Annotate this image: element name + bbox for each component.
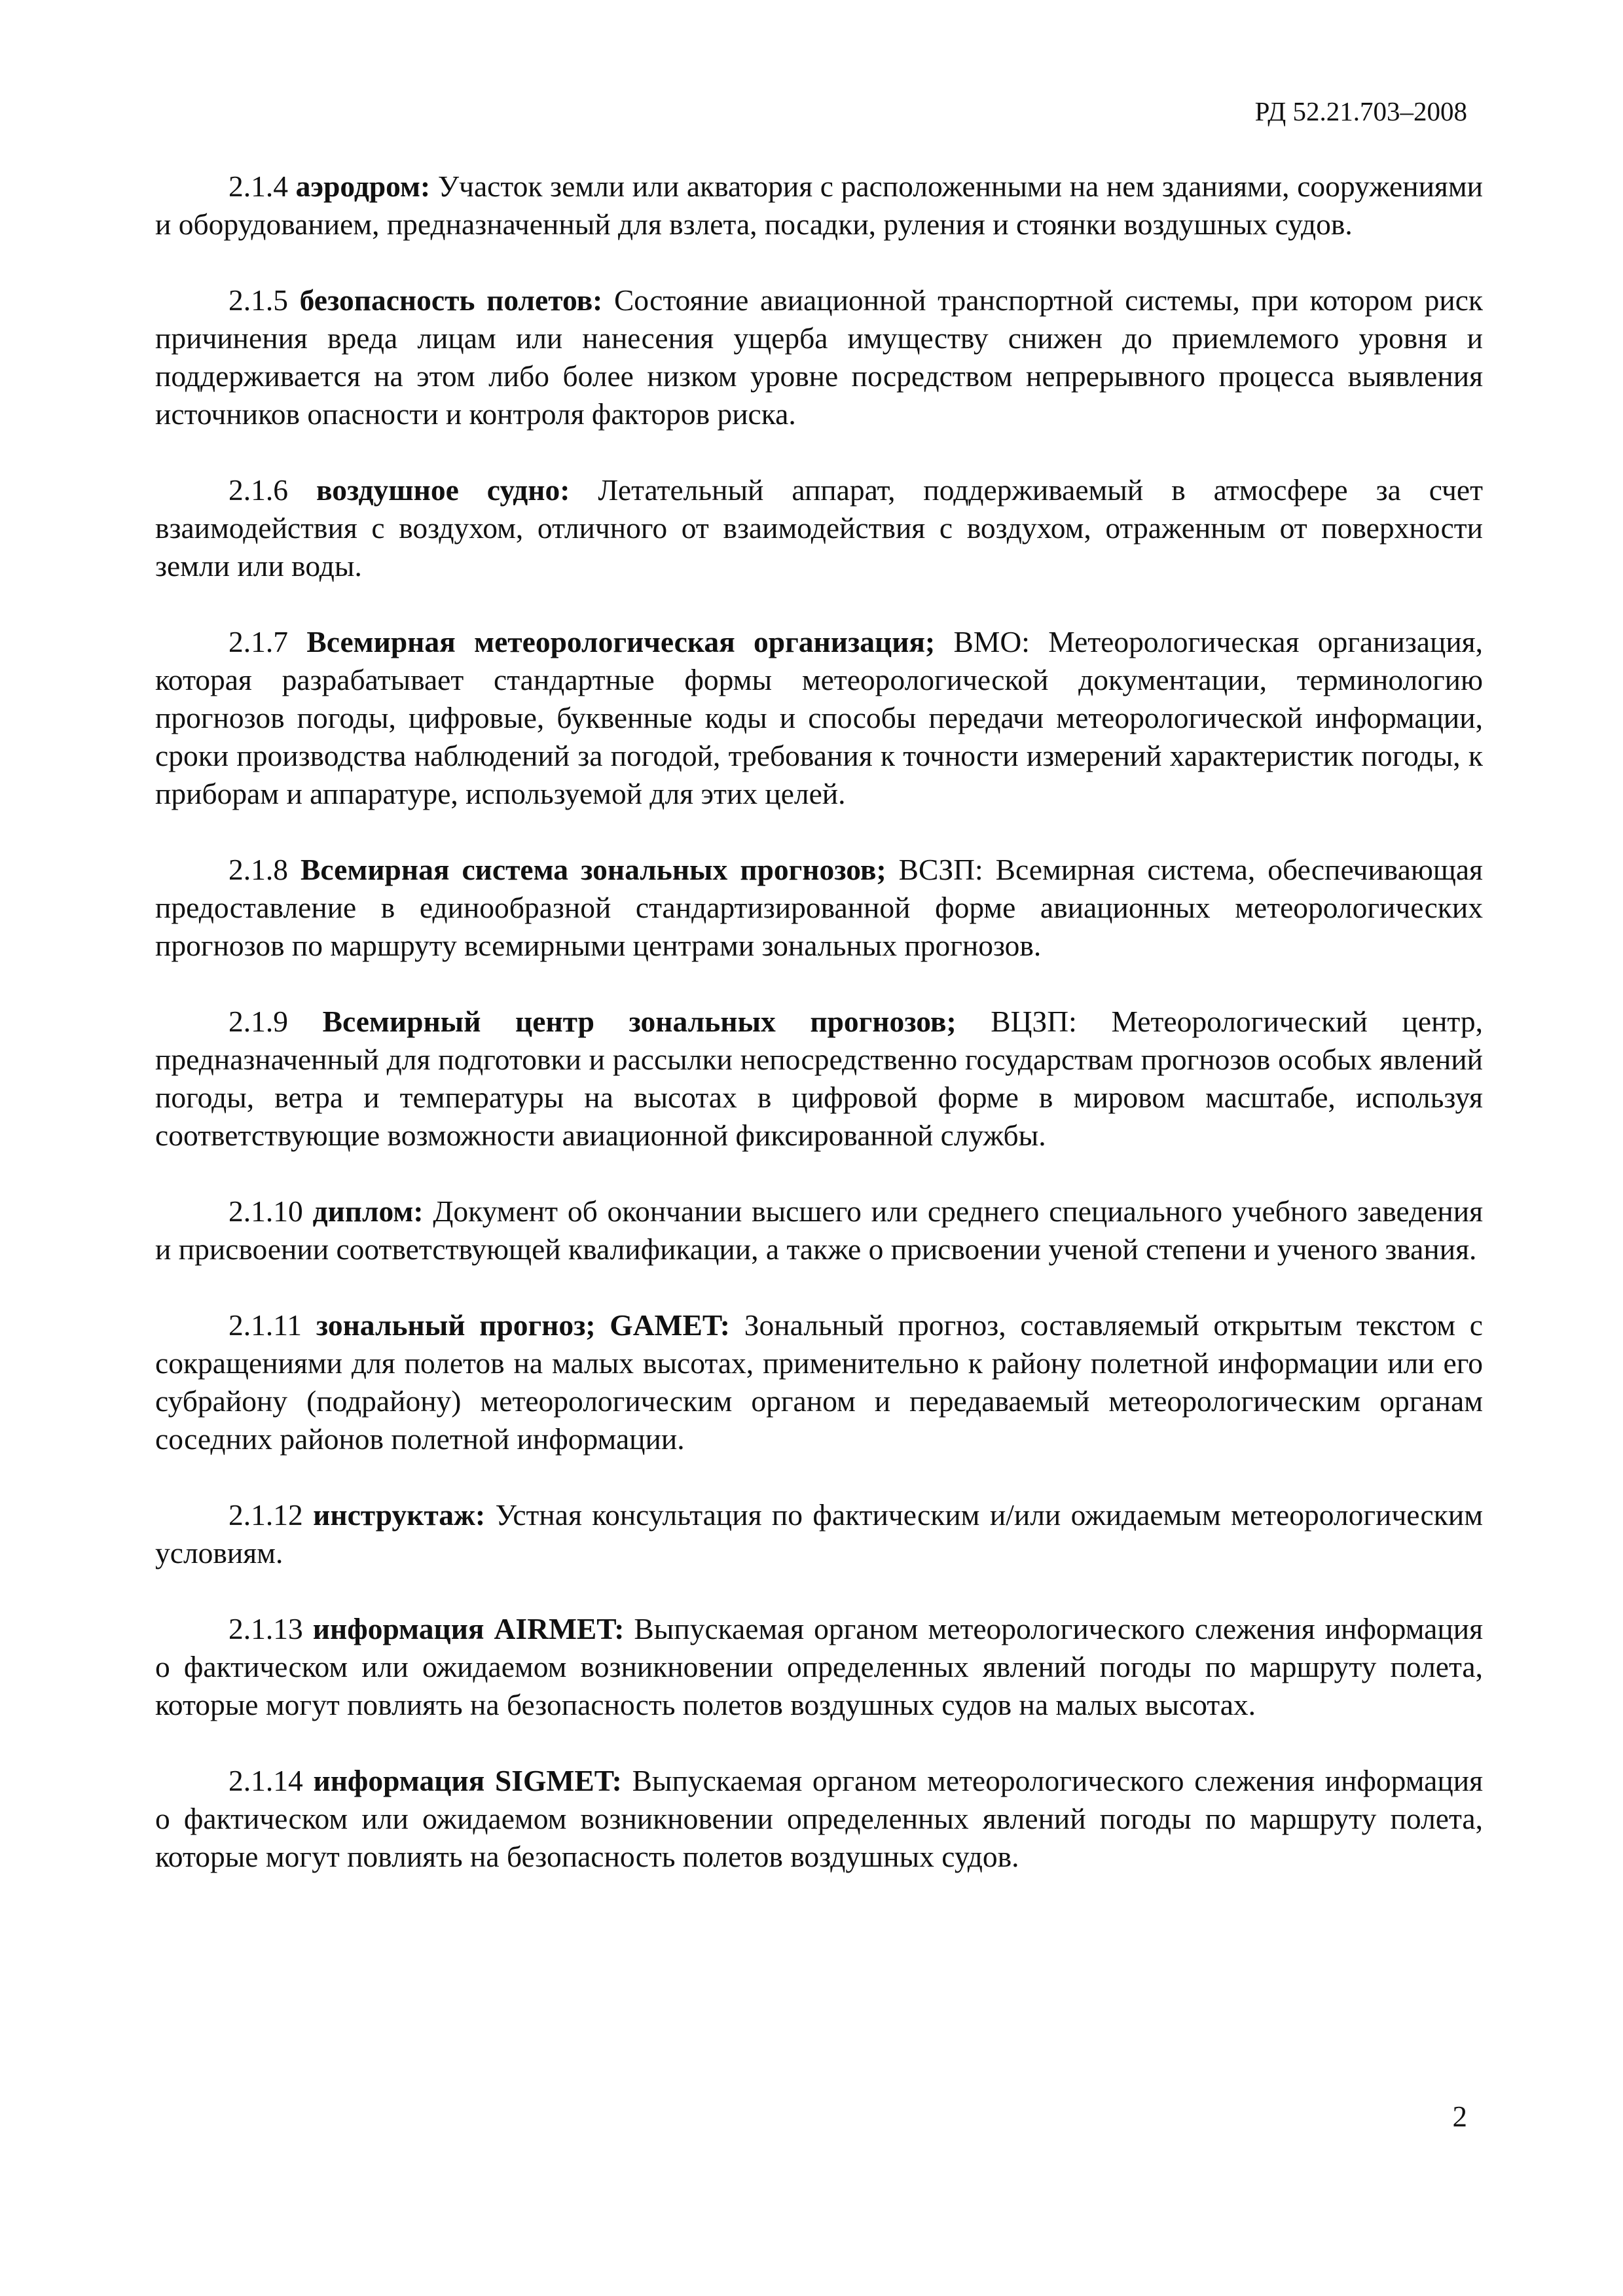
term-name: Всемирный центр зональных прогнозов; bbox=[322, 1005, 957, 1038]
term-definition: Зональный прогноз, составляемый открытым текстом с сокращениями для полетов на малых высотах, применительно к району полетной информации или его субрайону (подрайону) метеорологическим органом и передаваемый метеорологическим органам соседних районов полетной информации. bbox=[155, 1308, 1484, 1456]
term-entry-airmet bbox=[155, 1610, 1483, 1724]
term-entry-gamet bbox=[155, 1306, 1483, 1458]
term-number: 2.1.10 bbox=[228, 1194, 303, 1228]
term-definition: Документ об окончании высшего или среднего специального учебного заведения и присвоении соответствующей квалификации, а также о присвоении ученой степени и ученого звания. bbox=[155, 1194, 1483, 1266]
term-entry-sigmet bbox=[155, 1762, 1483, 1876]
term-definition: Всемирная система, обеспечивающая предоставление в единообразной стандартизированной форме авиационных метеорологических прогнозов по маршруту всемирными центрами зональных прогнозов. bbox=[155, 853, 1483, 962]
term-number: 2.1.5 bbox=[228, 283, 288, 317]
term-entry-flight-safety bbox=[155, 281, 1483, 433]
term-number: 2.1.6 bbox=[228, 473, 288, 507]
term-definition: Выпускаемая органом метеорологического слежения информация о фактическом или ожидаемом возникновении определенных явлений погоды по маршруту полета, которые могут повлиять на безопасность полетов воздушных судов на малых высотах. bbox=[155, 1612, 1483, 1721]
terms-section bbox=[155, 168, 1483, 1914]
term-name: безопасность полетов: bbox=[299, 283, 603, 317]
term-entry-wafs bbox=[155, 851, 1483, 965]
term-abbreviation: ВМО: bbox=[935, 625, 1030, 658]
term-number: 2.1.7 bbox=[228, 625, 288, 658]
term-name: аэродром: bbox=[295, 170, 431, 203]
term-number: 2.1.8 bbox=[228, 853, 288, 886]
term-number: 2.1.14 bbox=[228, 1764, 303, 1797]
term-name: инструктаж: bbox=[313, 1498, 486, 1532]
term-name: зональный прогноз; GAMET: bbox=[316, 1308, 730, 1342]
term-definition: Состояние авиационной транспортной системы, при котором риск причинения вреда лицам или нанесения ущерба имуществу снижен до приемлемого уровня и поддерживается на этом либо более низком уровне посредством непрерывного процесса выявления источников опасности и контроля факторов риска. bbox=[155, 283, 1483, 431]
term-definition: Метеорологическая организация, которая разрабатывает стандартные формы метеорологической документации, терминологию прогнозов погоды, цифровые, буквенные коды и способы передачи метеорологической информации, сроки производства наблюдений за погодой, требования к точности измерений характеристик погоды, к приборам и аппаратуре, используемой для этих целей. bbox=[155, 625, 1483, 810]
term-number: 2.1.13 bbox=[228, 1612, 303, 1645]
term-name: Всемирная система зональных прогнозов; bbox=[301, 853, 886, 886]
term-definition: Участок земли или акватория с расположенными на нем зданиями, сооружениями и оборудованием, предназначенный для взлета, посадки, руления и стоянки воздушных судов. bbox=[155, 170, 1483, 241]
term-name: Всемирная метеорологическая организация; bbox=[306, 625, 936, 658]
term-name: диплом: bbox=[312, 1194, 424, 1228]
term-entry-briefing bbox=[155, 1496, 1483, 1572]
term-entry-diploma bbox=[155, 1193, 1483, 1268]
term-name: информация SIGMET: bbox=[313, 1764, 622, 1797]
term-definition: Метеорологический центр, предназначенный для подготовки и рассылки непосредственно государствам прогнозов особых явлений погоды, ветра и температуры на высотах в цифровой форме в мировом масштабе, используя соответствующие возможности авиационной фиксированной службы. bbox=[155, 1005, 1483, 1152]
term-number: 2.1.12 bbox=[228, 1498, 303, 1532]
term-abbreviation: ВЦЗП: bbox=[956, 1005, 1077, 1038]
term-number: 2.1.4 bbox=[228, 170, 288, 203]
term-entry-aerodrome bbox=[155, 168, 1483, 243]
term-entry-aircraft bbox=[155, 471, 1483, 585]
term-definition: Выпускаемая органом метеорологического слежения информация о фактическом или ожидаемом возникновении определенных явлений погоды по маршруту полета, которые могут повлиять на безопасность полетов воздушных судов. bbox=[155, 1764, 1484, 1873]
term-definition: Летательный аппарат, поддерживаемый в атмосфере за счет взаимодействия с воздухом, отличного от взаимодействия с воздухом, отраженным от поверхности земли или воды. bbox=[155, 473, 1483, 583]
term-name: воздушное судно: bbox=[316, 473, 570, 507]
term-definition: Устная консультация по фактическим и/или ожидаемым метеорологическим условиям. bbox=[155, 1498, 1483, 1570]
term-number: 2.1.9 bbox=[228, 1005, 288, 1038]
term-abbreviation: ВСЗП: bbox=[886, 853, 983, 886]
term-name: информация AIRMET: bbox=[312, 1612, 625, 1645]
term-number: 2.1.11 bbox=[228, 1308, 302, 1342]
page-number: 2 bbox=[1452, 2100, 1467, 2133]
term-entry-wafc bbox=[155, 1003, 1483, 1155]
term-entry-wmo bbox=[155, 623, 1483, 813]
document-code-header: РД 52.21.703–2008 bbox=[1254, 96, 1467, 126]
